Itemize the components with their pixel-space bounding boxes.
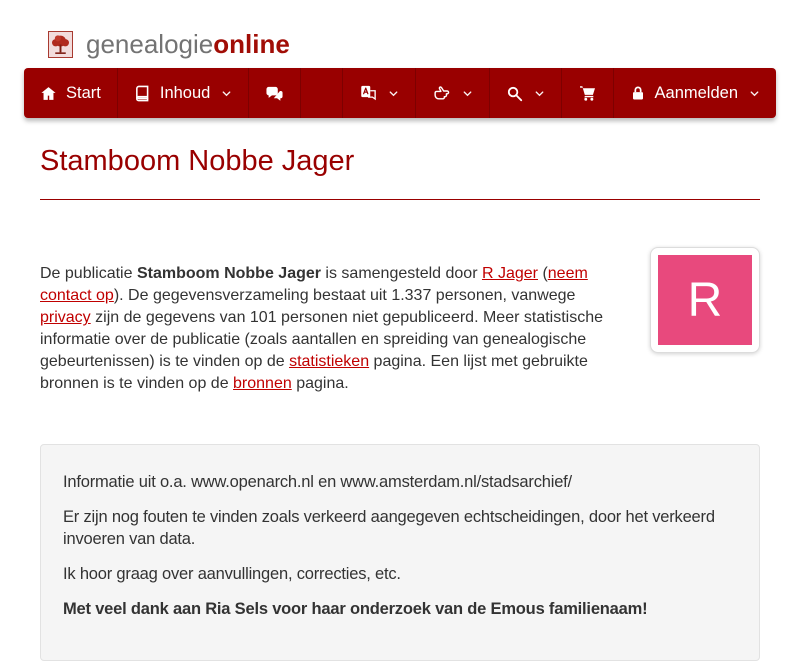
nav-item-start[interactable] [24, 68, 118, 118]
intro-text: ). De gegevensverzameling bestaat uit 1.337 personen, vanwege [113, 287, 576, 305]
infobox-line: Ik hoor graag over aanvullingen, correcties, etc. [63, 565, 401, 584]
comments-icon [265, 85, 284, 102]
brand-logo-link[interactable] [48, 29, 290, 60]
nav-right-group [342, 68, 776, 118]
site-header [0, 0, 800, 68]
nav-item-language[interactable] [342, 68, 415, 118]
chevron-down-icon [388, 88, 399, 99]
nav-item-aanmelden[interactable] [613, 68, 776, 118]
intro-text: is samengesteld door [320, 265, 482, 283]
main-navbar [24, 68, 776, 118]
nav-item-label: Start [66, 83, 101, 102]
privacy-link[interactable]: privacy [40, 309, 91, 327]
chevron-down-icon [221, 88, 232, 99]
intro-paragraph [40, 263, 620, 395]
nav-item-search[interactable] [489, 68, 561, 118]
infobox-line: Informatie uit o.a. www.openarch.nl en www.amsterdam.nl/stadsarchief/ [63, 473, 572, 492]
author-link[interactable]: R Jager [481, 265, 538, 283]
cart-icon [578, 84, 597, 102]
page-title: Stamboom Nobbe Jager [40, 145, 355, 177]
intro-text: pagina. Een lijst met gebruikte bronnen is te vinden op de [40, 353, 588, 393]
sources-link[interactable]: bronnen [233, 375, 292, 393]
hand-like-icon [432, 84, 451, 102]
infobox-thanks-line: Met veel dank aan Ria Sels voor haar onderzoek van de Emous familienaam! [63, 600, 648, 619]
brand-name-part1: genealogie [86, 28, 214, 59]
nav-item-label: Inhoud [159, 83, 211, 102]
publication-info-box [40, 444, 760, 661]
intro-text: ( [538, 265, 548, 283]
navbar-container [0, 68, 800, 118]
home-icon [40, 85, 57, 102]
avatar-initial: R [658, 255, 752, 345]
lock-icon [630, 85, 646, 102]
intro-text: De publicatie [40, 265, 137, 283]
nav-item-messages[interactable] [249, 68, 301, 118]
chevron-down-icon [462, 88, 473, 99]
nav-item-inhoud[interactable] [118, 68, 249, 118]
statistics-link[interactable]: statistieken [289, 353, 370, 371]
contact-link[interactable]: neem contact op [40, 265, 588, 305]
nav-item-cart[interactable] [561, 68, 613, 118]
brand-wordmark [86, 29, 290, 60]
tree-icon [48, 31, 73, 58]
infobox-line: Er zijn nog fouten te vinden zoals verkeerd aangegeven echtscheidingen, door het verkeerd invoeren van data. [63, 508, 715, 549]
chevron-down-icon [534, 88, 545, 99]
intro-text: zijn de gegevens van 101 personen niet gepubliceerd. Meer statistische informatie over de publicatie (zoals aantallen en spreiding van genealogische gebeurtenissen) is te vinden op de [40, 309, 604, 371]
nav-item-label: Aanmelden [654, 83, 738, 102]
nav-item-recommend[interactable] [415, 68, 489, 118]
book-icon [134, 85, 151, 102]
brand-name-part2: online [213, 28, 290, 59]
title-divider [40, 199, 760, 200]
language-icon [359, 84, 377, 102]
search-icon [506, 85, 523, 102]
nav-left-group [24, 68, 301, 118]
author-avatar[interactable] [650, 247, 760, 353]
chevron-down-icon [749, 88, 760, 99]
intro-publication-name: Stamboom Nobbe Jager [136, 265, 321, 283]
intro-row [40, 247, 760, 411]
main-content [0, 145, 800, 661]
intro-text: pagina. [291, 375, 349, 393]
